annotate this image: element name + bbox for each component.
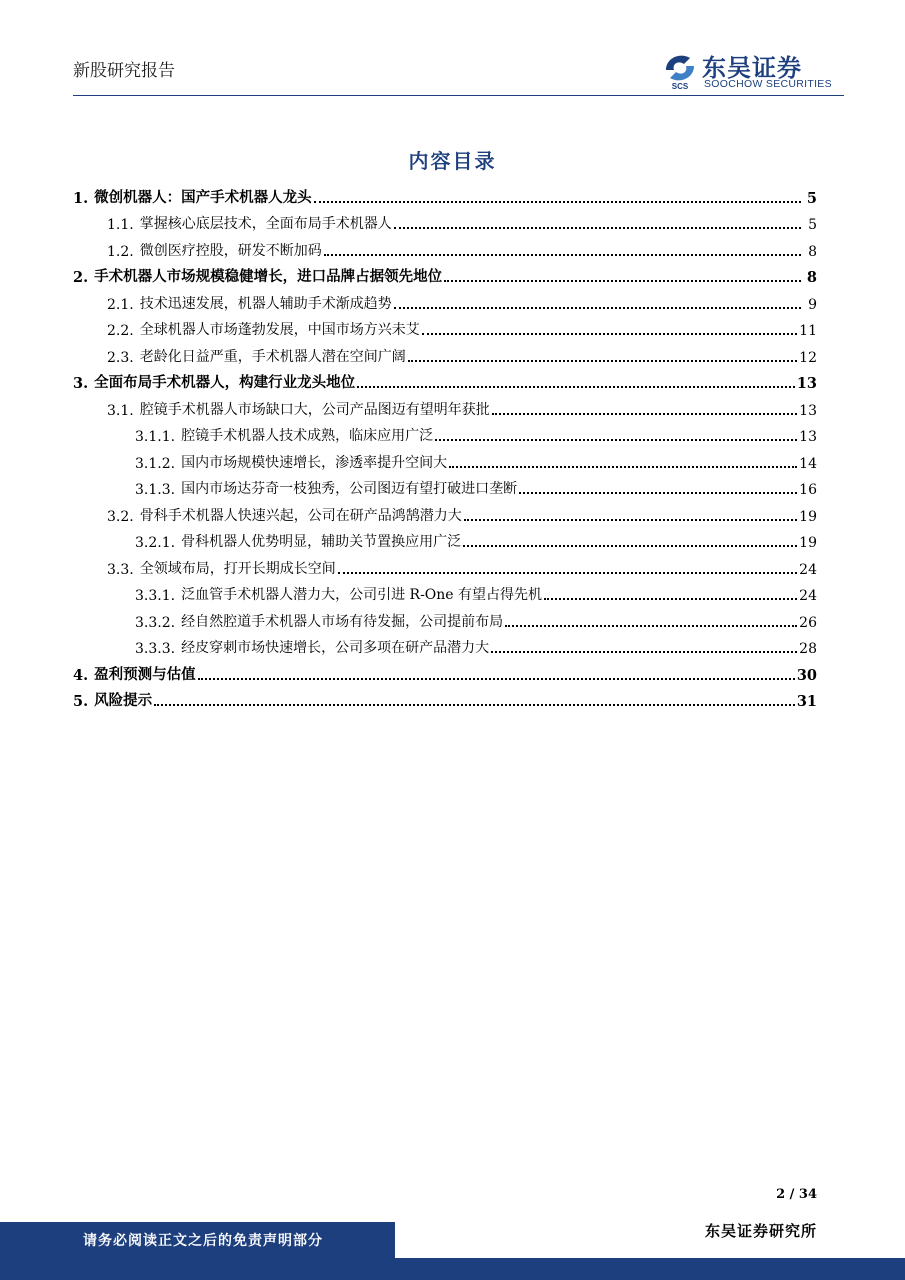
toc-title: 内容目录 [408,149,497,173]
toc-dot-leader [449,466,797,468]
page-number: 2 / 34 [776,1187,817,1202]
toc-dot-leader [444,280,801,282]
footer-institute: 东吴证券研究所 [704,1222,817,1240]
toc-dot-leader [324,254,801,256]
footer-band [0,1258,905,1280]
toc-entry[interactable] [73,631,817,658]
toc-entry[interactable] [73,604,817,631]
toc-entry-number: 2. [73,269,89,286]
toc-entry-page: 11 [799,323,817,339]
toc-entry-number: 3.2. [107,508,134,525]
toc-entry-page: 28 [799,641,817,657]
toc-entry-page: 13 [799,429,817,445]
toc-entry-page: 26 [799,614,817,631]
toc-entry[interactable] [73,419,817,446]
toc-dot-leader [422,333,797,335]
logo-mark-text: SCS [671,82,689,90]
toc-entry-page: 8 [808,243,817,260]
toc-dot-leader [491,651,797,653]
toc-entry-page: 24 [799,588,817,604]
toc-entry-text: 风险提示 [94,692,153,709]
toc-dot-leader [408,360,797,362]
toc-dot-leader [435,439,797,441]
toc-entry[interactable] [73,578,817,605]
toc-entry-text: 国内市场规模快速增长，渗透率提升空间大 [181,454,448,471]
toc-entry[interactable] [73,233,817,260]
toc-entry-page: 19 [799,508,817,525]
toc-entry[interactable] [73,525,817,552]
toc-entry[interactable] [73,207,817,234]
toc-entry-text: 骨科手术机器人快速兴起，公司在研产品鸿鹄潜力大 [139,507,462,524]
toc-entry[interactable] [73,313,817,340]
toc-entry-number: 3.2.1. [135,535,176,551]
toc-entry[interactable] [73,498,817,525]
toc-entry-page: 8 [806,269,817,286]
toc-entry[interactable] [73,472,817,499]
toc-entry[interactable] [73,366,817,393]
toc-entry-text: 全球机器人市场蓬勃发展，中国市场方兴未艾 [139,322,420,338]
toc-entry-text: 全领域布局，打开长期成长空间 [139,560,336,577]
toc-entry-number: 3.1.1. [135,429,176,445]
scs-logo-icon [662,50,698,90]
table-of-contents [73,180,817,710]
toc-dot-leader [338,572,797,574]
toc-entry[interactable] [73,684,817,711]
toc-entry-text: 手术机器人市场规模稳健增长，进口品牌占据领先地位 [94,268,443,285]
toc-entry[interactable] [73,286,817,313]
toc-entry-number: 1.1. [107,217,134,233]
toc-entry-number: 1.2. [107,243,134,260]
page-header [0,0,905,100]
toc-entry-text: 盈利预测与估值 [94,665,196,683]
toc-entry-number: 2.1. [107,296,134,313]
toc-entry[interactable] [73,445,817,472]
toc-dot-leader [394,307,801,309]
toc-entry-number: 3.3.1. [135,588,176,604]
toc-dot-leader [394,227,801,229]
toc-entry-page: 5 [808,217,817,233]
toc-entry-number: 3.3.2. [135,614,176,631]
toc-entry-text: 掌握核心底层技术，全面布局手术机器人 [139,216,392,232]
logo-name-cn: 东吴证券 [702,54,802,82]
toc-entry-number: 3.1.3. [135,482,176,498]
toc-entry-text: 经皮穿刺市场快速增长，公司多项在研产品潜力大 [181,640,490,656]
report-type-label: 新股研究报告 [73,61,175,81]
toc-dot-leader [314,201,801,203]
toc-entry[interactable] [73,180,817,207]
toc-dot-leader [464,519,797,521]
toc-entry-number: 2.2. [107,323,134,339]
footer-disclaimer: 请务必阅读正文之后的免责声明部分 [83,1233,323,1249]
toc-entry-text: 老龄化日益严重，手术机器人潜在空间广阔 [139,348,406,365]
toc-entry-page: 24 [799,561,817,578]
toc-entry-number: 2.3. [107,349,134,366]
toc-dot-leader [357,386,795,388]
toc-dot-leader [463,545,797,547]
toc-entry-page: 30 [796,666,817,684]
header-divider [73,95,844,96]
toc-entry-page: 9 [808,296,817,313]
toc-entry-page: 31 [796,693,817,710]
toc-entry-text: 技术迅速发展，机器人辅助手术渐成趋势 [139,295,392,312]
toc-entry-text: 国内市场达芬奇一枝独秀，公司图迈有望打破进口垄断 [181,481,518,497]
toc-entry-number: 3.1.2. [135,455,176,472]
toc-entry[interactable] [73,260,817,287]
toc-entry-text: 骨科机器人优势明显，辅助关节置换应用广泛 [181,534,462,550]
toc-entry[interactable] [73,657,817,684]
toc-entry-number: 4. [73,666,89,684]
toc-entry-text: 腔镜手术机器人市场缺口大，公司产品图迈有望明年获批 [139,401,490,418]
toc-entry[interactable] [73,339,817,366]
toc-entry-text: 泛血管手术机器人潜力大，公司引进 R-One 有望占得先机 [181,587,543,603]
toc-entry-page: 13 [799,402,817,419]
toc-dot-leader [519,492,797,494]
toc-entry-page: 5 [806,189,817,207]
toc-entry-page: 16 [799,482,817,498]
toc-entry-number: 3.3.3. [135,641,176,657]
toc-entry[interactable] [73,392,817,419]
toc-dot-leader [198,678,795,680]
company-logo [662,48,842,92]
toc-entry-text: 经自然腔道手术机器人市场有待发掘，公司提前布局 [181,613,504,630]
toc-entry-number: 3.1. [107,402,134,419]
toc-dot-leader [492,413,797,415]
toc-entry-number: 3. [73,375,89,392]
toc-entry-text: 腔镜手术机器人技术成熟，临床应用广泛 [181,428,434,444]
toc-entry-page: 14 [799,455,817,472]
toc-entry-text: 微创机器人：国产手术机器人龙头 [94,188,312,206]
toc-dot-leader [505,625,797,627]
toc-entry-page: 12 [799,349,817,366]
toc-dot-leader [154,704,795,706]
toc-entry-text: 微创医疗控股，研发不断加码 [139,242,322,259]
toc-entry-page: 13 [796,375,817,392]
toc-dot-leader [544,598,797,600]
toc-entry[interactable] [73,551,817,578]
toc-entry-page: 19 [799,535,817,551]
toc-entry-number: 3.3. [107,561,134,578]
toc-entry-number: 1. [73,189,89,207]
toc-entry-number: 5. [73,693,89,710]
logo-name-en: SOOCHOW SECURITIES [704,78,832,90]
toc-entry-text: 全面布局手术机器人，构建行业龙头地位 [94,374,356,391]
